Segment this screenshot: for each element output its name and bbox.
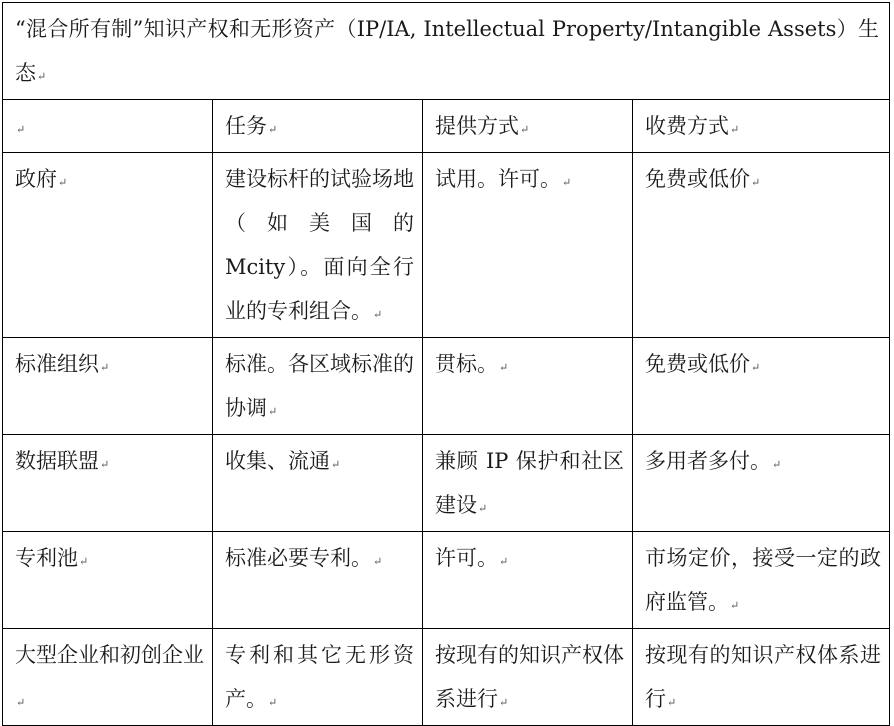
table-cell: 大型企业和初创企业↵ <box>3 629 213 726</box>
table-title-text: “混合所有制”知识产权和无形资产（IP/IA, Intellectual Property/Intangible Assets）生态 <box>15 17 879 85</box>
header-row <box>3 100 890 153</box>
paragraph-mark-icon: ↵ <box>58 176 68 189</box>
paragraph-mark-icon: ↵ <box>772 458 782 471</box>
table-cell: 多用者多付。↵ <box>633 435 890 532</box>
paragraph-mark-icon: ↵ <box>268 696 278 709</box>
header-cell: 提供方式↵ <box>423 100 633 153</box>
ip-ecosystem-table <box>2 2 890 726</box>
paragraph-mark-icon: ↵ <box>499 555 509 568</box>
paragraph-mark-icon: ↵ <box>520 123 530 136</box>
table-row <box>3 338 890 435</box>
table-cell: 许可。↵ <box>423 532 633 629</box>
table-cell: 标准必要专利。↵ <box>213 532 423 629</box>
paragraph-mark-icon: ↵ <box>499 361 509 374</box>
title-row <box>3 3 890 100</box>
paragraph-mark-icon: ↵ <box>373 555 383 568</box>
table-cell: 按现有的知识产权体系进行↵ <box>423 629 633 726</box>
paragraph-mark-icon: ↵ <box>331 458 341 471</box>
paragraph-mark-icon: ↵ <box>268 405 278 418</box>
paragraph-mark-icon: ↵ <box>16 696 26 709</box>
table-row <box>3 532 890 629</box>
paragraph-mark-icon: ↵ <box>499 696 509 709</box>
table-cell: 专利池↵ <box>3 532 213 629</box>
table-cell: 试用。许可。↵ <box>423 153 633 338</box>
table-title <box>3 3 890 100</box>
header-cell <box>3 100 213 153</box>
table-cell: 数据联盟↵ <box>3 435 213 532</box>
table-cell: 政府↵ <box>3 153 213 338</box>
table-cell: 兼顾 IP 保护和社区建设↵ <box>423 435 633 532</box>
paragraph-mark-icon: ↵ <box>730 599 740 612</box>
table-row <box>3 629 890 726</box>
paragraph-mark-icon: ↵ <box>751 361 761 374</box>
table-cell: 收集、流通↵ <box>213 435 423 532</box>
table-cell: 建设标杆的试验场地（如美国的Mcity）。面向全行业的专利组合。↵ <box>213 153 423 338</box>
table-cell: 按现有的知识产权体系进行↵ <box>633 629 890 726</box>
paragraph-mark-icon: ↵ <box>100 361 110 374</box>
table-cell: 标准组织↵ <box>3 338 213 435</box>
table-row <box>3 435 890 532</box>
table-cell: 标准。各区域标准的协调↵ <box>213 338 423 435</box>
table-cell: 专利和其它无形资产。↵ <box>213 629 423 726</box>
table-cell: 贯标。↵ <box>423 338 633 435</box>
paragraph-mark-icon: ↵ <box>478 502 488 515</box>
paragraph-mark-icon: ↵ <box>79 555 89 568</box>
paragraph-mark-icon: ↵ <box>562 176 572 189</box>
paragraph-mark-icon: ↵ <box>667 696 677 709</box>
table-cell: 免费或低价↵ <box>633 153 890 338</box>
paragraph-mark-icon: ↵ <box>268 123 278 136</box>
header-cell: 任务↵ <box>213 100 423 153</box>
paragraph-mark-icon: ↵ <box>373 308 383 321</box>
header-cell: 收费方式↵ <box>633 100 890 153</box>
paragraph-mark-icon: ↵ <box>730 123 740 136</box>
paragraph-mark-icon: ↵ <box>100 458 110 471</box>
table-cell: 免费或低价↵ <box>633 338 890 435</box>
paragraph-mark-icon: ↵ <box>37 70 47 83</box>
table-row <box>3 153 890 338</box>
table-cell: 市场定价，接受一定的政府监管。↵ <box>633 532 890 629</box>
paragraph-mark-icon: ↵ <box>16 123 26 136</box>
paragraph-mark-icon: ↵ <box>751 176 761 189</box>
